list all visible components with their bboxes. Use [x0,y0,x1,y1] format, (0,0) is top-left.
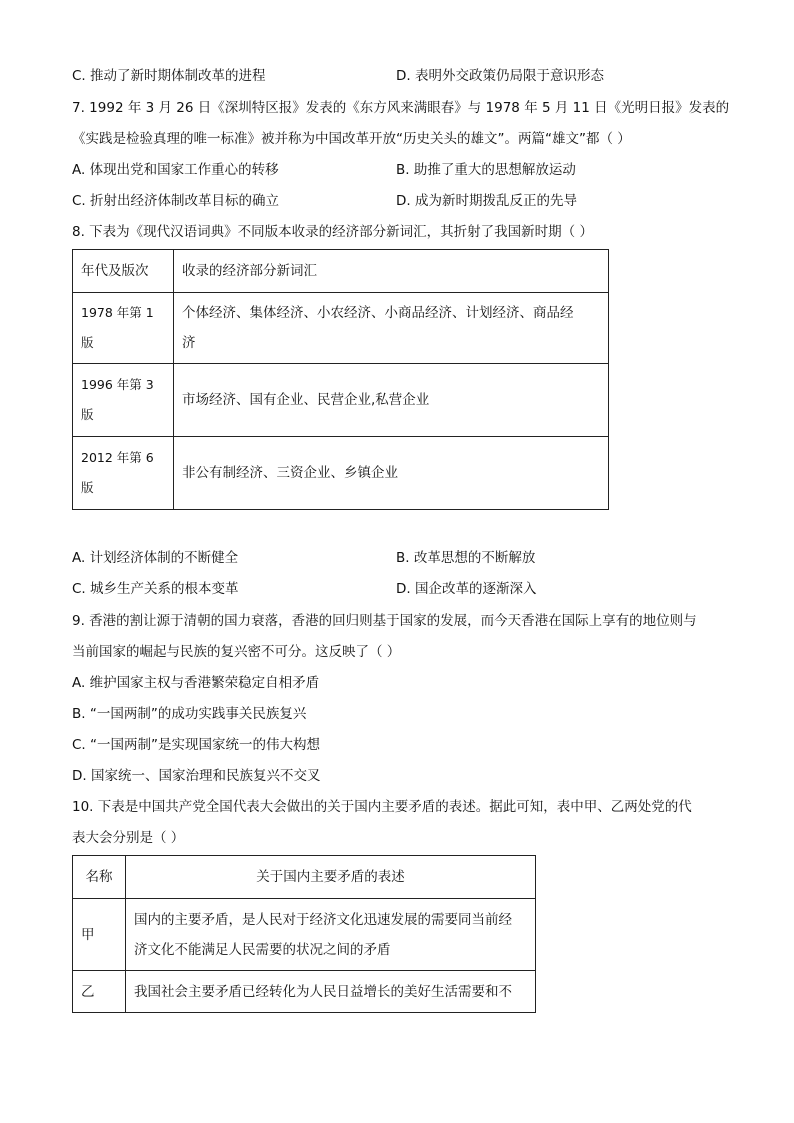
q10-table-header [73,856,536,899]
q8-option-b: B. 改革思想的不断解放 [396,550,536,566]
q8-words-cell [174,364,609,437]
q9-option-d: D. 国家统一、国家治理和民族复兴不交叉 [72,768,321,784]
q9-stem-line1: 9. 香港的割让源于清朝的国力衰落，香港的回归则基于国家的发展，而今天香港在国际上享有的地位则与 [72,613,697,629]
q7-option-c: C. 折射出经济体制改革目标的确立 [72,193,280,209]
q10-stem-line1: 10. 下表是中国共产党全国代表大会做出的关于国内主要矛盾的表述。据此可知，表中甲、乙两处党的代 [72,799,692,815]
q8-year-line1: 1978 年第 1 [81,305,154,320]
table-row [73,364,609,437]
q10-text-line1: 国内的主要矛盾，是人民对于经济文化迅速发展的需要同当前经 [134,911,512,928]
q8-year-cell [73,364,174,437]
q8-year-cell [73,437,174,510]
q10-text-line2: 济文化不能满足人民需要的状况之间的矛盾 [134,941,391,958]
q8-words-cell [174,437,609,510]
q8-header-year: 年代及版次 [73,250,174,293]
q8-year-cell [73,293,174,364]
q8-words-line1: 市场经济、国有企业、民营企业,私营企业 [182,392,430,408]
q8-option-d: D. 国企改革的逐渐深入 [396,581,537,597]
table-row [73,899,536,971]
q8-words-line2: 济 [182,335,196,351]
q10-name-cell: 乙 [73,971,126,1013]
q10-text-cell [126,899,536,971]
q8-table-header [73,250,609,293]
q10-text-line1: 我国社会主要矛盾已经转化为人民日益增长的美好生活需要和不 [134,983,512,1000]
q10-header-text: 关于国内主要矛盾的表述 [126,856,536,899]
q8-words-line1: 非公有制经济、三资企业、乡镇企业 [182,465,398,481]
q9-stem-line2: 当前国家的崛起与民族的复兴密不可分。这反映了（ ） [72,644,401,660]
q10-name-cell: 甲 [73,899,126,971]
q7-option-b: B. 助推了重大的思想解放运动 [396,162,576,178]
table-row [73,437,609,510]
q7-stem-line2: 《实践是检验真理的唯一标准》被并称为中国改革开放“历史关头的雄文”。两篇“雄文”都（ ） [72,131,631,147]
table-row [73,971,536,1013]
q9-option-c: C. “一国两制”是实现国家统一的伟大构想 [72,737,320,753]
q8-stem: 8. 下表为《现代汉语词典》不同版本收录的经济部分新词汇，其折射了我国新时期（ ） [72,224,593,240]
q6-option-c: C. 推动了新时期体制改革的进程 [72,68,266,84]
q10-table [72,855,536,1013]
q7-option-a: A. 体现出党和国家工作重心的转移 [72,162,279,178]
q6-option-d: D. 表明外交政策仍局限于意识形态 [396,68,604,84]
q8-year-line1: 2012 年第 6 [81,450,154,465]
q8-table [72,249,609,510]
q10-text-cell [126,971,536,1013]
q10-stem-line2: 表大会分别是（ ） [72,830,185,846]
q8-year-line2: 版 [81,335,94,350]
q8-option-a: A. 计划经济体制的不断健全 [72,550,239,566]
q8-year-line2: 版 [81,407,94,422]
table-row [73,293,609,364]
q8-words-line1: 个体经济、集体经济、小农经济、小商品经济、计划经济、商品经 [182,305,574,321]
q8-header-words: 收录的经济部分新词汇 [174,250,609,293]
q8-option-c: C. 城乡生产关系的根本变革 [72,581,239,597]
q7-stem-line1: 7. 1992 年 3 月 26 日《深圳特区报》发表的《东方风来满眼春》与 1978 年 5 月 11 日《光明日报》发表的 [72,100,730,116]
q10-header-name: 名称 [73,856,126,899]
q9-option-b: B. “一国两制”的成功实践事关民族复兴 [72,706,307,722]
q9-option-a: A. 维护国家主权与香港繁荣稳定自相矛盾 [72,675,320,691]
q7-option-d: D. 成为新时期拨乱反正的先导 [396,193,577,209]
q8-year-line2: 版 [81,480,94,495]
q8-words-cell [174,293,609,364]
q8-year-line1: 1996 年第 3 [81,377,154,392]
